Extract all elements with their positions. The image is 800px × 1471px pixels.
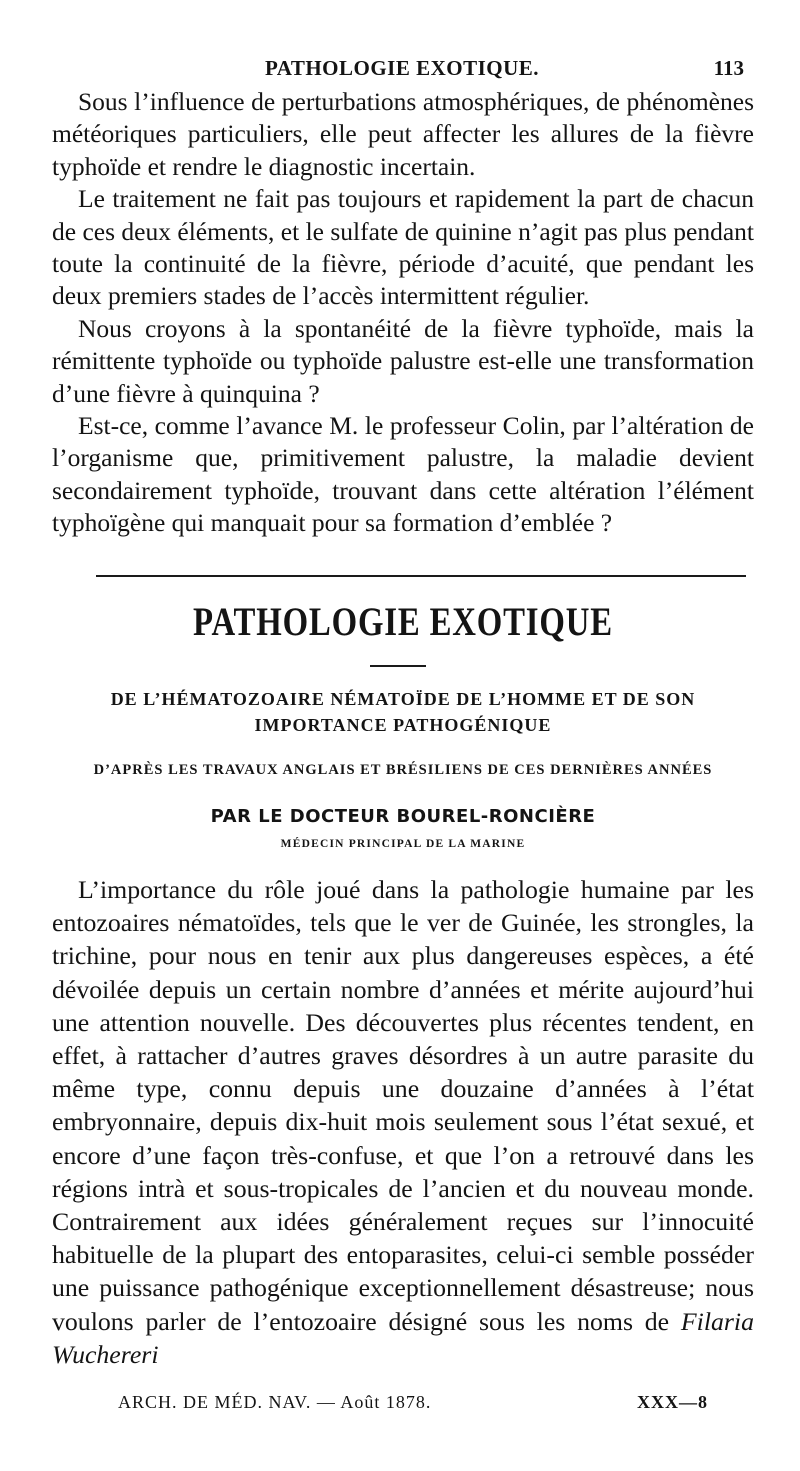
article-title: DE L’HÉMATOZOAIRE NÉMATOÏDE DE L’HOMME ET DE SON IMPORTANCE PATHOGÉNIQUE [110,689,696,735]
page-footer [118,1392,708,1422]
page-number: 113 [713,56,744,80]
paragraph: Nous croyons à la spontanéité de la fièvre typhoïde, mais la rémittente typhoïde ou typhoïde palustre est-elle une transformation d’une fièvre à quinquina ? [52,313,754,408]
species-name: Filaria Wuchereri [52,1306,754,1369]
article-body [52,873,754,1371]
article-source-line: D’APRÈS LES TRAVAUX ANGLAIS ET BRÉSILIENS DE CES DERNIÈRES ANNÉES [93,762,713,778]
signature-mark: XXX—8 [637,1392,708,1412]
paragraph: Le traitement ne fait pas toujours et rapidement la part de chacun de ces deux éléments, et le sulfate de quinine n’agit pas plus pendant toute la continuité de la fièvre, période d’acuité, que pendant les deux premiers stades de l’accès intermittent régulier. [52,184,754,311]
body-text: L’importance du rôle joué dans la pathologie humaine par les entozoaires nématoïdes, tels que le ver de Guinée, les strongles, la trichine, pour nous en tenir aux plus dangereuses espèces, a été dévoilée depuis un certain nombre d’années et mérite aujourd’hui une attention nouvelle. Des découvertes plus récentes tendent, en effet, à rattacher d’autres graves désordres à un autre parasite du même type, connu depuis une douzaine d’années à l’état embryonnaire, depuis dix-huit mois seulement sous l’état sexué, et encore d’une façon très-confuse, et que l’on a retrouvé dans les régions intrà et sous-tropicales de l’ancien et du nouveau monde. Contrairement aux idées généralement reçues sur l’innocuité habituelle de la plupart des entoparasites, celui-ci semble posséder une puissance pathogénique exceptionnellement désastreuse; nous voulons parler de l’entozoaire désigné sous les noms de [52,875,754,1336]
section-divider [96,575,746,577]
paragraph: Est-ce, comme l’avance M. le professeur Colin, par l’altération de l’organisme que, primitivement palustre, la maladie devient secondairement typhoïde, trouvant dans cette altération l’élément typhoïgène qui manquait pour sa formation d’emblée ? [52,411,754,538]
journal-citation: ARCH. DE MÉD. NAV. — Août 1878. [118,1392,432,1412]
running-head-title: PATHOLOGIE EXOTIQUE. [264,56,540,80]
article-author: PAR LE DOCTEUR BOUREL-RONCIÈRE [210,806,596,827]
author-rank: MÉDECIN PRINCIPAL DE LA MARINE [280,838,526,850]
previous-article-ending [52,86,754,540]
paragraph [52,873,754,1371]
section-heading: PATHOLOGIE EXOTIQUE [193,599,613,644]
running-head [52,52,752,84]
heading-divider [370,665,426,667]
paragraph: Sous l’influence de perturbations atmosphériques, de phénomènes météoriques particuliers, elle peut affecter les allures de la fièvre typhoïde et rendre le diagnostic incertain. [52,87,754,181]
